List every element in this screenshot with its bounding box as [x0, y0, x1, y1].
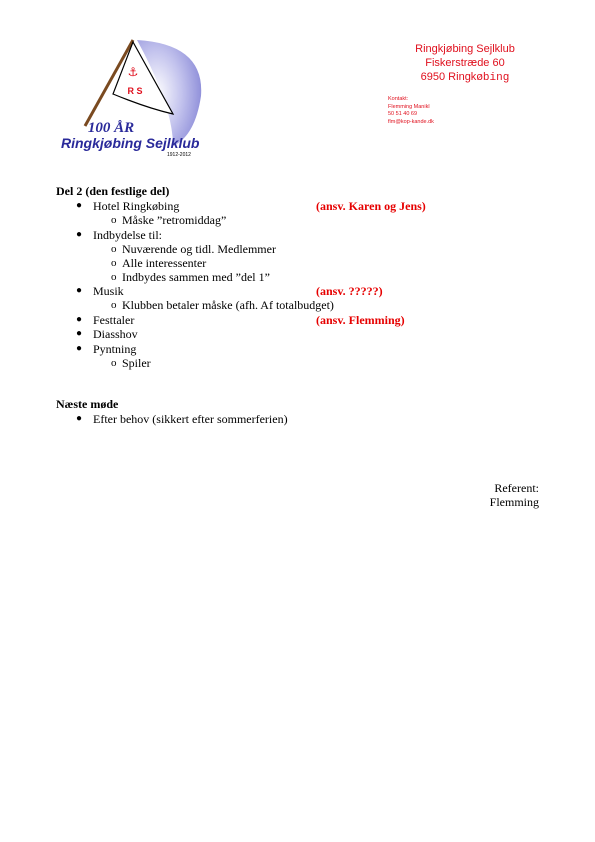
bullet-icon: ● [76, 229, 83, 240]
responsible-tag: (ansv. ?????) [316, 284, 383, 298]
bullet-icon: ● [76, 314, 83, 325]
circle-bullet-icon: o [111, 243, 117, 255]
referent-label: Referent: [494, 481, 539, 495]
circle-bullet-icon: o [111, 214, 117, 226]
street-address: Fiskerstræde 60 [425, 57, 505, 69]
sub-list-item: Indbydes sammen med ”del 1” [122, 270, 270, 284]
list-item: Diasshov [93, 327, 138, 341]
circle-bullet-icon: o [111, 271, 117, 283]
circle-bullet-icon: o [111, 257, 117, 269]
city-line: 6950 Ringkøbing [420, 71, 510, 84]
sub-list-item: Alle interessenter [122, 256, 207, 270]
referent-name: Flemming [489, 495, 539, 509]
list-item: Hotel Ringkøbing [93, 199, 180, 213]
sub-list-item: Måske ”retromiddag” [122, 213, 227, 227]
flag-letters: R S [127, 86, 143, 96]
bullet-icon: ● [76, 328, 83, 339]
sub-list-item: Spiler [122, 356, 151, 370]
logo-club-name: Ringkjøbing Sejlklub [61, 135, 200, 151]
circle-bullet-icon: o [111, 357, 117, 369]
list-item: Pyntning [93, 342, 137, 356]
logo-years: 1912-2012 [167, 152, 191, 158]
anniversary-badge: 100 ÅR [87, 120, 135, 136]
bullet-icon: ● [76, 285, 83, 296]
bullet-icon: ● [76, 343, 83, 354]
sub-list-item: Klubben betaler måske (afh. Af totalbudget) [122, 298, 334, 312]
bullet-icon: ● [76, 200, 83, 211]
list-item: Festtaler [93, 313, 135, 327]
section-heading: Næste møde [56, 397, 119, 411]
sub-list-item: Nuværende og tidl. Medlemmer [122, 242, 276, 256]
svg-text:⚓: ⚓ [127, 65, 139, 79]
contact-label: Kontakt: [388, 96, 409, 102]
bullet-icon: ● [76, 413, 83, 424]
section-heading: Del 2 (den festlige del) [56, 184, 170, 198]
list-item: Efter behov (sikkert efter sommerferien) [93, 412, 288, 426]
contact-email[interactable]: flm@kop-kande.dk [388, 118, 434, 125]
contact-phone: 50 51 40 69 [388, 111, 418, 117]
contact-name: Flemming Manikl [388, 103, 430, 110]
responsible-tag: (ansv. Karen og Jens) [316, 199, 426, 213]
list-item: Indbydelse til: [93, 228, 162, 242]
list-item: Musik [93, 284, 124, 298]
club-name: Ringkjøbing Sejlklub [415, 43, 515, 55]
responsible-tag: (ansv. Flemming) [316, 313, 405, 327]
circle-bullet-icon: o [111, 299, 117, 311]
